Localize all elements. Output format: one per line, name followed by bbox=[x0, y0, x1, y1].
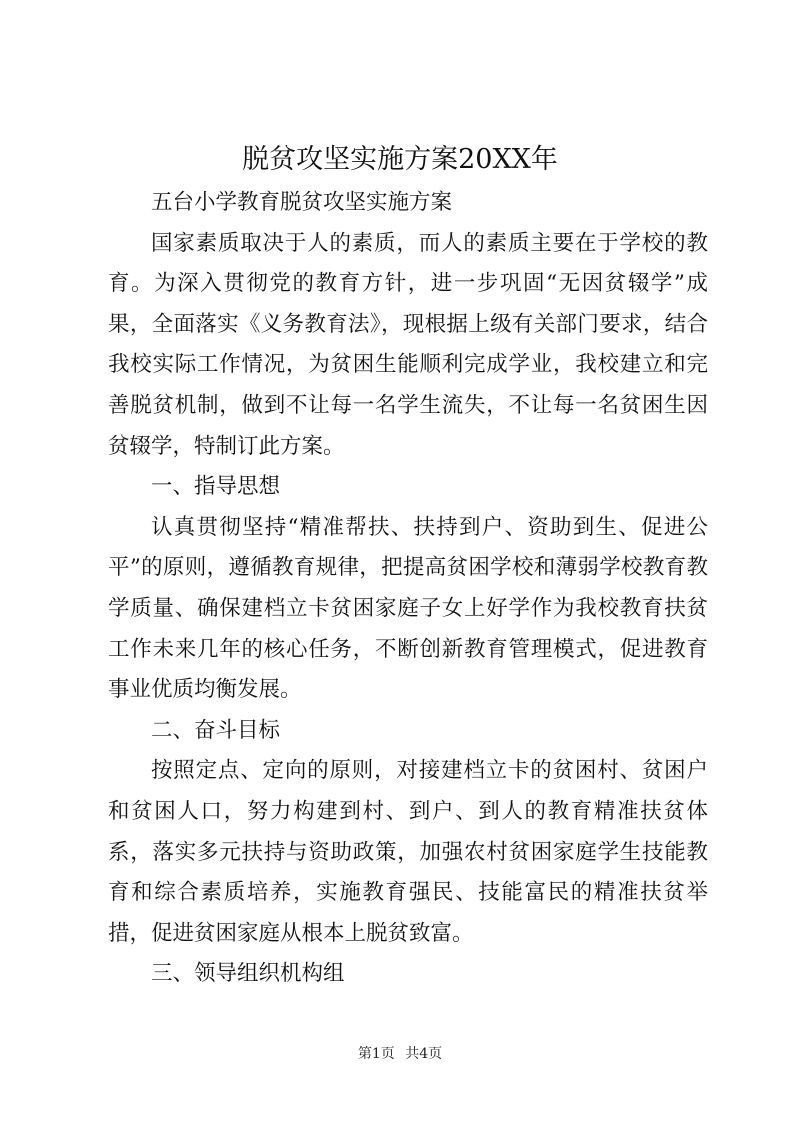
document-title: 脱贫攻坚实施方案20XX年 bbox=[242, 144, 558, 175]
intro-paragraph: 国家素质取决于人的素质，而人的素质主要在于学校的教育。为深入贯彻党的教育方针，进一步巩固“无因贫辍学”成果，全面落实《义务教育法》，现根据上级有关部门要求，结合我校实际工作情况，为贫困生能顺利完成学业，我校建立和完善脱贫机制，做到不让每一名学生流失，不让每一名贫困生因贫辍学，特制订此方案。 bbox=[108, 230, 708, 459]
page-footer bbox=[0, 1044, 800, 1064]
document-body bbox=[108, 183, 708, 995]
page-number: 第1页 bbox=[357, 1046, 395, 1062]
section-heading-guiding-thought: 一、指导思想 bbox=[151, 474, 281, 500]
guiding-thought-paragraph: 认真贯彻坚持“精准帮扶、扶持到户、资助到生、促进公平”的原则，遵循教育规律，把提高贫困学校和薄弱学校教育教学质量、确保建档立卡贫困家庭子女上好学作为我校教育扶贫工作未来几年的核心任务，不断创新教育管理模式，促进教育事业优质均衡发展。 bbox=[108, 514, 708, 703]
goals-paragraph: 按照定点、定向的原则，对接建档立卡的贫困村、贫困户和贫困人口，努力构建到村、到户、到人的教育精准扶贫体系，落实多元扶持与资助政策，加强农村贫困家庭学生技能教育和综合素质培养，实施教育强民、技能富民的精准扶贫举措，促进贫困家庭从根本上脱贫致富。 bbox=[108, 758, 708, 946]
section-heading-leadership: 三、领导组织机构组 bbox=[151, 961, 345, 987]
subtitle-paragraph: 五台小学教育脱贫攻坚实施方案 bbox=[151, 190, 453, 215]
page-total: 共4页 bbox=[405, 1046, 443, 1062]
section-heading-goals: 二、奋斗目标 bbox=[151, 717, 281, 743]
